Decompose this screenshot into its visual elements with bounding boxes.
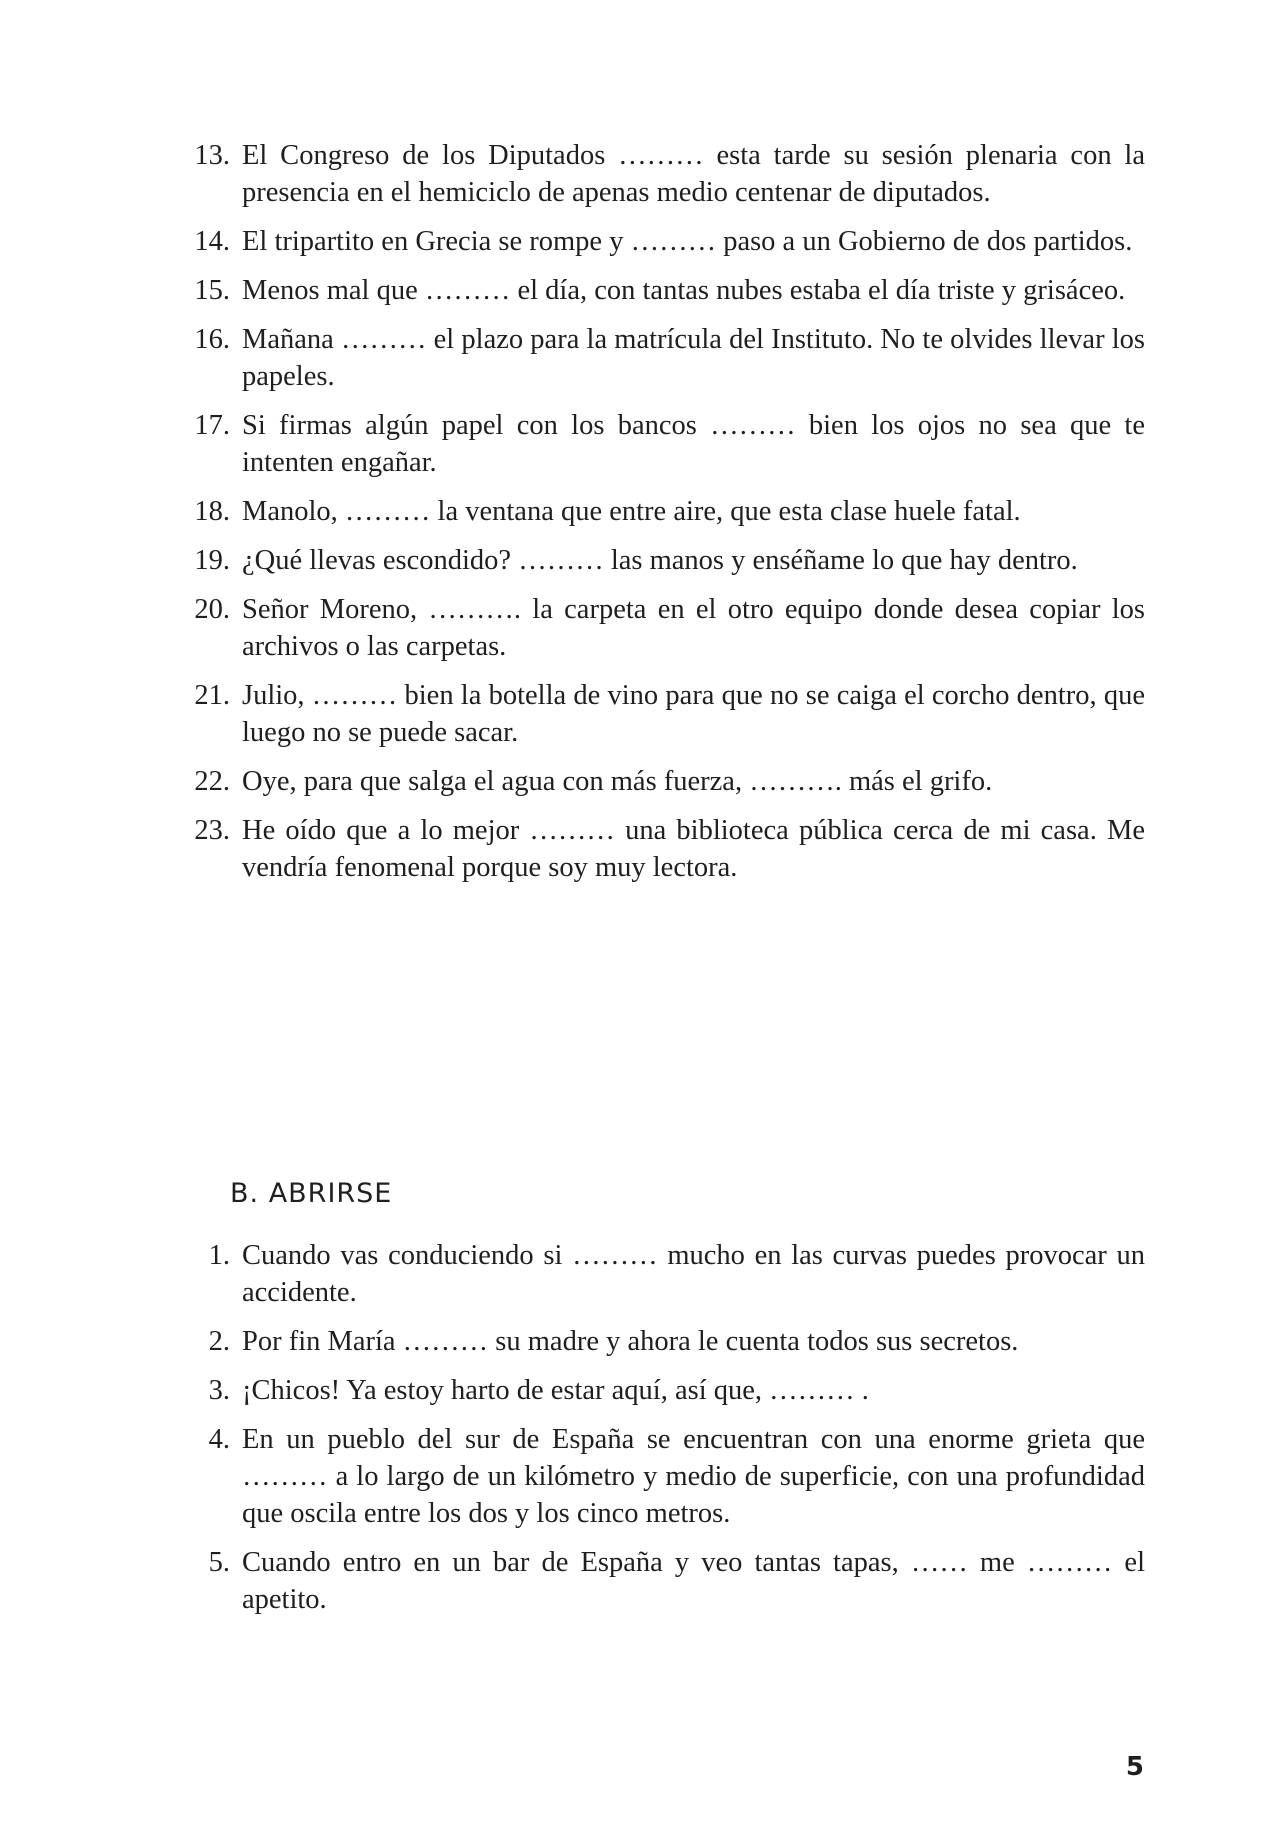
item-text: Oye, para que salga el agua con más fuerza, ………. más el grifo. bbox=[242, 766, 993, 797]
exercise-item bbox=[170, 1544, 1145, 1618]
exercise-item bbox=[170, 542, 1145, 579]
item-text: El tripartito en Grecia se rompe y ……… paso a un Gobierno de dos partidos. bbox=[242, 226, 1133, 257]
item-number: 17. bbox=[194, 410, 230, 441]
item-number: 22. bbox=[194, 766, 230, 797]
item-text: Cuando entro en un bar de España y veo tantas tapas, …… me ……… el apetito. bbox=[242, 1547, 1145, 1615]
item-text: ¿Qué llevas escondido? ……… las manos y enséñame lo que hay dentro. bbox=[242, 545, 1078, 576]
item-number: 2. bbox=[208, 1326, 230, 1357]
item-text: Si firmas algún papel con los bancos ……… bien los ojos no sea que te intenten engañar. bbox=[242, 410, 1145, 478]
exercise-item bbox=[170, 223, 1145, 260]
item-number: 14. bbox=[194, 226, 230, 257]
exercise-item bbox=[170, 272, 1145, 309]
item-text: Mañana ……… el plazo para la matrícula del Instituto. No te olvides llevar los papeles. bbox=[242, 324, 1145, 392]
item-text: Julio, ……… bien la botella de vino para que no se caiga el corcho dentro, que luego no se puede sacar. bbox=[242, 680, 1145, 748]
item-number: 15. bbox=[194, 275, 230, 306]
exercise-item bbox=[170, 321, 1145, 395]
item-text: Señor Moreno, ………. la carpeta en el otro equipo donde desea copiar los archivos o las carpetas. bbox=[242, 594, 1145, 662]
item-text: Menos mal que ……… el día, con tantas nubes estaba el día triste y grisáceo. bbox=[242, 275, 1126, 306]
item-text: En un pueblo del sur de España se encuentran con una enorme grieta que ……… a lo largo de un kilómetro y medio de superficie, con una profundidad que oscila entre los dos y los cinco metros. bbox=[242, 1424, 1145, 1529]
item-text: Manolo, ……… la ventana que entre aire, que esta clase huele fatal. bbox=[242, 496, 1021, 527]
exercise-list-b bbox=[170, 1237, 1145, 1630]
section-title: B. ABRIRSE bbox=[230, 1178, 393, 1209]
item-text: El Congreso de los Diputados ……… esta tarde su sesión plenaria con la presencia en el hemiciclo de apenas medio centenar de diputados. bbox=[242, 140, 1145, 208]
item-number: 1. bbox=[208, 1240, 230, 1271]
exercise-item bbox=[170, 812, 1145, 886]
item-number: 23. bbox=[194, 815, 230, 846]
item-number: 3. bbox=[208, 1375, 230, 1406]
item-text: ¡Chicos! Ya estoy harto de estar aquí, así que, ……… . bbox=[242, 1375, 869, 1406]
exercise-item bbox=[170, 407, 1145, 481]
item-number: 4. bbox=[208, 1424, 230, 1455]
page-number: 5 bbox=[1125, 1752, 1144, 1782]
exercise-item bbox=[170, 1237, 1145, 1311]
item-number: 21. bbox=[194, 680, 230, 711]
exercise-item bbox=[170, 1372, 1145, 1409]
item-text: Por fin María ……… su madre y ahora le cuenta todos sus secretos. bbox=[242, 1326, 1019, 1357]
exercise-item bbox=[170, 137, 1145, 211]
item-text: He oído que a lo mejor ……… una biblioteca pública cerca de mi casa. Me vendría fenomenal porque soy muy lectora. bbox=[242, 815, 1145, 883]
exercise-list-a bbox=[170, 137, 1145, 898]
exercise-item bbox=[170, 493, 1145, 530]
exercise-item bbox=[170, 1323, 1145, 1360]
exercise-item bbox=[170, 1421, 1145, 1532]
item-text: Cuando vas conduciendo si ……… mucho en las curvas puedes provocar un accidente. bbox=[242, 1240, 1145, 1308]
exercise-item bbox=[170, 591, 1145, 665]
item-number: 13. bbox=[194, 140, 230, 171]
item-number: 20. bbox=[194, 594, 230, 625]
item-number: 5. bbox=[208, 1547, 230, 1578]
exercise-item bbox=[170, 677, 1145, 751]
exercise-item bbox=[170, 763, 1145, 800]
item-number: 19. bbox=[194, 545, 230, 576]
item-number: 18. bbox=[194, 496, 230, 527]
item-number: 16. bbox=[194, 324, 230, 355]
